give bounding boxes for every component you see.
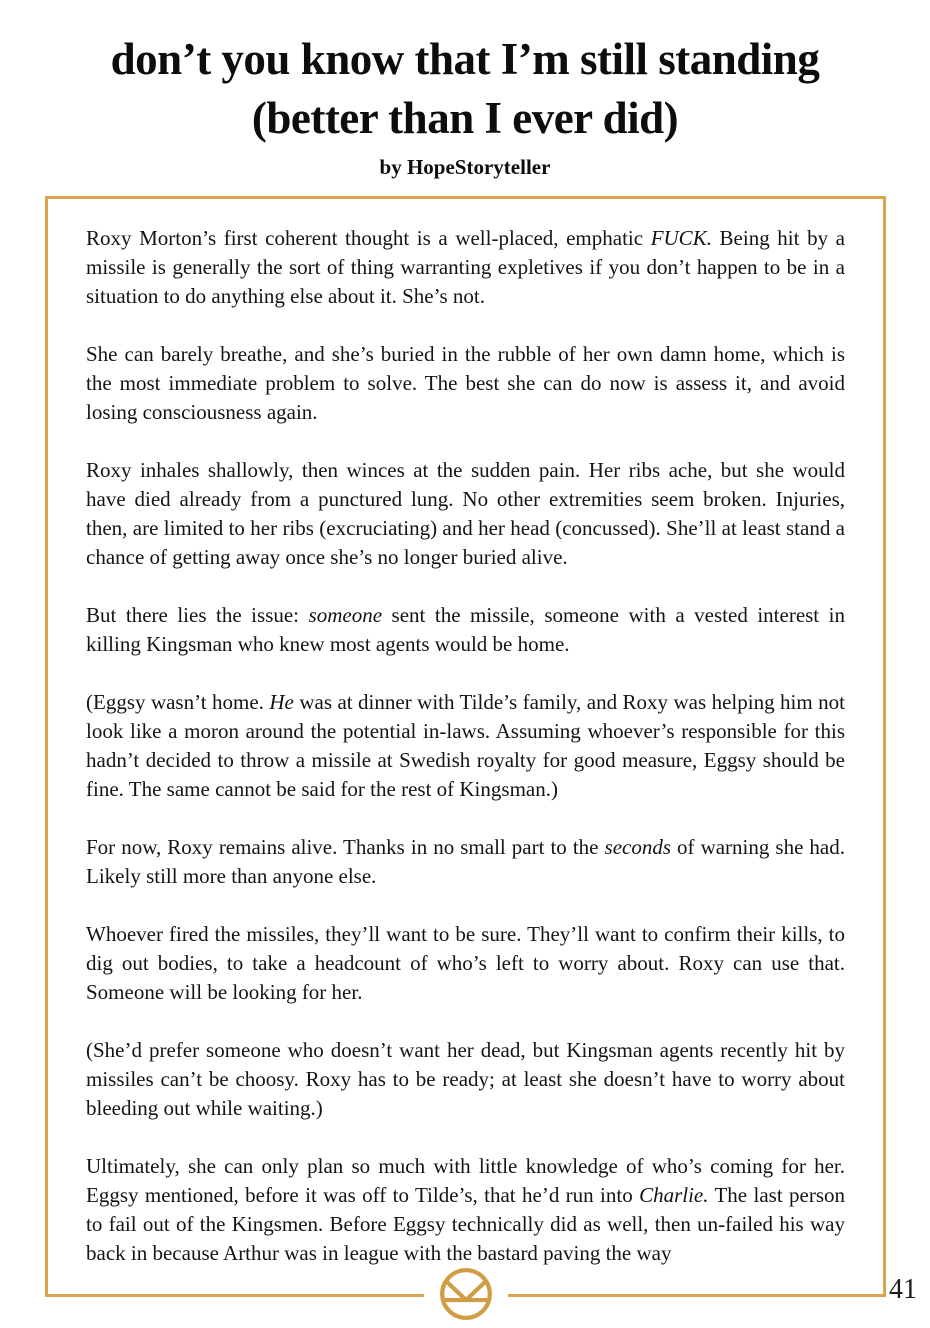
story-paragraph [86, 456, 845, 572]
story-text-italic: Charlie. [639, 1183, 709, 1207]
byline: by HopeStoryteller [379, 155, 551, 179]
story-text: Roxy Morton’s first coherent thought is a well-placed, emphatic [86, 226, 651, 250]
bottom-emblem-wrap [424, 1266, 508, 1322]
story-paragraph [86, 1152, 845, 1268]
story-paragraph [86, 340, 845, 427]
story-text-italic: seconds [604, 835, 672, 859]
story-text-italic: FUCK. [650, 226, 712, 250]
story-text: But there lies the issue: [86, 603, 309, 627]
story-text: sent the missile, someone with a vested interest in killing Kingsman who knew most agents would be home. [86, 603, 845, 656]
story-paragraph [86, 688, 845, 804]
story-text: was at dinner with Tilde’s family, and Roxy was helping him not look like a moron around the potential in-laws. Assuming whoever’s responsible for this hadn’t decided to throw a missile at Swedish royalty for good measure, Eggsy should be fine. The same cannot be said for the rest of Kingsman.) [86, 690, 845, 801]
story-text: Ultimately, she can only plan so much with little knowledge of who’s coming for her. Eggsy mentioned, before it was off to Tilde’s, that he’d run into [86, 1154, 845, 1207]
story-text: (She’d prefer someone who doesn’t want her dead, but Kingsman agents recently hit by missiles can’t be choosy. Roxy has to be ready; at least she doesn’t have to worry about bleeding out while waiting.) [86, 1038, 845, 1120]
story-text: of warning she had. Likely still more than anyone else. [86, 835, 845, 888]
story-text: Whoever fired the missiles, they’ll want to be sure. They’ll want to confirm their kills, to dig out bodies, to take a headcount of who’s left to worry about. Roxy can use that. Someone will be looking for her. [86, 922, 845, 1004]
story-text: For now, Roxy remains alive. Thanks in no small part to the [86, 835, 605, 859]
story-paragraphs [48, 199, 883, 1268]
story-text: (Eggsy wasn’t home. [86, 690, 270, 714]
story-text-italic: He [269, 690, 294, 714]
page-number: 41 [889, 1274, 917, 1305]
page-title-line-2: (better than I ever did) [251, 93, 679, 143]
page-title-line-1: don’t you know that I’m still standing [110, 34, 820, 84]
story-header [0, 30, 930, 180]
story-text-italic: someone [308, 603, 383, 627]
story-text: Roxy inhales shallowly, then winces at the sudden pain. Her ribs ache, but she would have died already from a punctured lung. No other extremities seem broken. Injuries, then, are limited to her ribs (excruciating) and her head (concussed). She’ll at least stand a chance of getting away once she’s no longer buried alive. [86, 458, 845, 569]
story-frame [45, 196, 886, 1297]
story-paragraph [86, 601, 845, 659]
kingsman-logo-icon [438, 1266, 494, 1322]
story-text: The last person to fail out of the Kingsmen. Before Eggsy technically did as well, then un-failed his way back in because Arthur was in league with the bastard paving the way [86, 1183, 846, 1265]
story-paragraph [86, 833, 845, 891]
story-paragraph [86, 1036, 845, 1123]
story-paragraph [86, 920, 845, 1007]
story-text: Being hit by a missile is generally the sort of thing warranting expletives if you don’t happen to be in a situation to do anything else about it. She’s not. [86, 226, 845, 308]
story-paragraph [86, 224, 845, 311]
story-text: She can barely breathe, and she’s buried in the rubble of her own damn home, which is the most immediate problem to solve. The best she can do now is assess it, and avoid losing consciousness again. [86, 342, 845, 424]
